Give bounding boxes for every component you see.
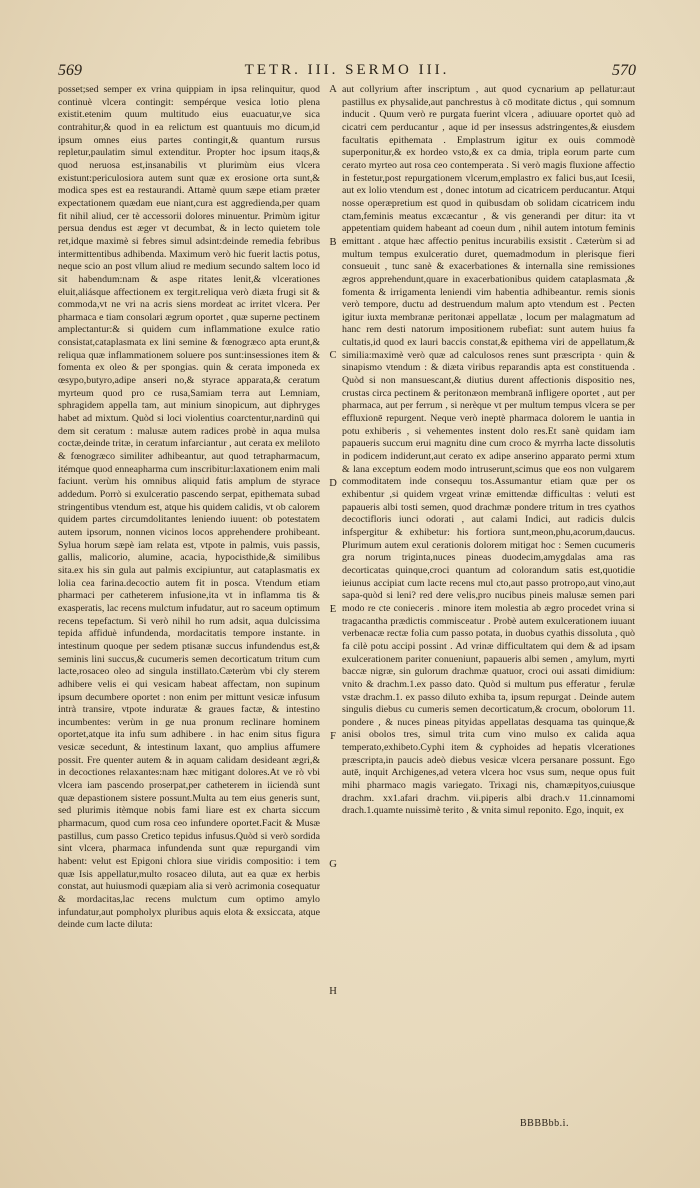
margin-letter-f: F (330, 731, 336, 742)
margin-letter-b: B (329, 237, 337, 248)
margin-letter-c: C (329, 350, 337, 361)
right-column-text: aut collyrium after inscriptum , aut quod cycnarium ap pellatur:aut pastillus ex physalide,aut panchrestus à cō moditate dictus , qui somnum inducit . Quum verò re purgata fuerint vlcera , adiuuare oportet quò ad cicatri cem perducantur , aque id per insessus adstringentes,& eiusdem facultatis epithemata . Emplastrum igitur ex ouis commodè superponitur,& ex hordeo vsto,& ex ca dmia, tripla eorum parte cum cerato myrteo aut rosa ceo contemperata . Si verò magis fluxione affectio in festetur,post repurgationem vlcerum,emplastro ex falici bus,aut Icesii, aut ex lolio vtendum est , donec intotum ad cicatricem perducantur. Atqui nosse operæpretium est quod in quibusdam ob solidam cicatricem indu ctam,feminis meatus excæcantur , & vis generandi per ditur: ita vt appetentiam quidem habeant ad coeun dum , nihil autem intotum feminis emittant . atque hæc affectio penitus incurabilis exsistit . Cæterùm si ad multum tempus exulceratio duret, quemadmodum in plerisque fieri consueuit , tunc sanè & exacerbationes & internalla sine remissiones ægros apprehendunt,quare in exacerbationibus quidem cataplasmata ,& fomenta & irrigamenta leniendi vim habentia adhibeantur. remis sionis verò tempore, ductu ad destruendum malum apto vtendum est . Pecten igitur iuxta membranæ peritonæi appellatæ , locum per malagmatum ad hanc rem desti natorum impositionem rubefiat: sunt autem huius fa cultatis,id quod ex lauri baccis constat,& epithema viri de appellatum,& similia:maximè verò quæ ad calculosos renes sunt præscripta · quin & sinapismo vtendum : & diæta viribus reparandis apta est constituenda . Quòd si non mansuescant,& diutius durent affectionis dispositio nes, crustas circa pectinem & peritonæon membranā infligere oportet , aut per pharmaca, aut per ferrum , si nerèque vt per multum tempus vlcera se per effluxionē repurgent. Neque verò ineptè pharmaca dolorem le uantia in potu exhiberis , si vehementes instent dolo res.Et sanè quidam iam papaueris succum erui magnitu dine cum croco & myrrha lacte dissolutis in podicem indiderunt,aut cerato ex adipe anserino apparato permi xtum & lana exceptum eodem modo intruserunt,scimus que eos non vulgarem commoditatem inde consequu tos.Assumantur etiam quæ per os exhibentur ,si quidem vrgeat vrinæ emittendæ difficultas : veluti est papaueris albi tosti semen, quod drachmæ pondere tritum in tres cyathos decoctifloris iunci odorati , aut calami Indici, aut radicis dulcis infspergitur & exhibetur: his fortiora sunt,meon,phu,acorum,daucus. Plurimum autem exul cerationis dolorem mitigat hoc : Semen cucumeris gra norum triginta,nuces pineas duodecim,amygdalas ama ras decorticatas quinque,croci quantum ad colorandum satis est,quotidie ieiunus accipiat cum lacte recens mul cto,aut passo protropo,aut vino,aut sapa-quòd si leni? red dere velis,pro nucibus pineis malusæ semen pari modo re cte conieceris . minore item molestia ab ægro procedet vrina si tragacantha prædictis commisceatur . Probè autem exulcerationem iuuant verbenacæ rectæ folia cum passo potata, in duobus cyathis dissoluta , quò fa cilè potu accipi possint . Ad vrinæ difficultatem qui dem & ad ipsam exulcerationem pariter conueniunt, papaueris albi semen , amylum, myrti baccæ nigræ, sin gulorum drachmæ quatuor, croci oui assati dimidium: vnito & drachm.1.ex passo dato. Quòd si multum pus efferatur , ferulæ vstæ drachm.1. ex passo diluto exhiba ta, ipsum repurgat . Deinde autem singulis diebus cu cumeris semen decorticatum,& crocum, obolorum 11. pondere , & nuces pineas pityidas appellatas desquama tas quinque,& anisi obolos tres, simul trita cum vino mulso ex calida aqua temperato,exhibeto.Cyphi item & cyphoides ad hepatis vlcerationes præscripta,in paucis adeò diebus vesicæ vlcera persanare possunt. Ego autē, inquit Archigenes,ad vetera vlcera hoc vsus sum, neque opus fuit mihi pharmaco magis variegato. Trixagi nis, chamæpityos,cuiusque drachm. xx1.afari drachm. vii.piperis albi drach.v 11.cinnamomi drach.1.quamte nuissimè terito , & vnita simul reponito. Ego, inquit, ex (342, 84, 635, 817)
margin-letter-d: D (329, 478, 337, 489)
running-title: TETR. III. SERMO III. (244, 62, 450, 78)
margin-section-letters (326, 84, 340, 1114)
printer-signature-mark: BBBBbb.i. (520, 1118, 569, 1129)
margin-letter-e: E (329, 604, 337, 615)
left-column-text: posset;sed semper ex vrina quippiam in ipsa relinquitur, quod continuè vlcera contingit: sempérque vesica lotio plena existit.etenim quum multitudo eius euacuatur,ve sica contrahitur,& quod in ea relictum est quantuuis mo dicum,id ipsum omnes eius partes contingit,& quantum rursus repletur,paulatim simul extenditur. Propter hoc ipsum itaqs,& quod neruosa est,insanabilis vt plurimùm eius vlcera existunt:periculosiora autem sunt quæ ex erosione orta sunt,& modica spes est ea restaurandi. Attamè quum sæpe etiam præter expectationem quædam eue niant,cura est aggredienda,per quam fit nihil aliud, cer tè accessorii dolores minuentur. Primùm igitur persua dendus est æger vt decumbat, & in lecto quietem tole ret,idque maximè si febres simul adsint:deinde remedia febribus intermittentibus adhibenda. Maximum verò hic fuerit lactis potus, neque scio an post vllum aliud re medium secundo saltem loco id sit habendum:nam & aspe ritates lenit,& vlcerationes eluit,aliásque affectionem ex tergit.reliqua verò diæta frugi sit & commoda,vt ne vri na acris siens mordeat ac irritet vlcera. Per pharmaca e tiam consolari ægrum oportet , quæ superne pectinem amplectantur:& si quidem cum inflammatione exulce ratio consistat,cataplasmata ex lini semine & fœnogræco apta erunt,& reliqua quæ inflammationem soluere pos sunt:insessiones item & fomenta ex oleo & per spongias. quin & cerata imponeda ex œsypo,butyro,adipe anseri no,& styrace apparata,& ceratum myrteum quod pro ce rusa,Samiam terra aut Lemniam, sphragidem appella tam, aut minium sinopicum, aut diphryges habet ad mixtum. Quòd si loci violentius coarctentur,nardinū qui dem sit ceratum : malusæ autem radices probè in aqua mulsa coctæ,deinde tritæ, in ceratum infarciantur , aut cerata ex meliloto & fœnogræco similiter adhibeantur, aut quod tetrapharmacum, itémque quod enneapharma cum inscribitur:laxationem enim mali faciunt. verùm his omnibus aliquid fatis amplum de styrace addedum. Porrò si exulceratio pascendo serpat, epithemata subad stringentibus vtendum est, atque his quidem calidis, vt ob calorem quidem partes circumdolitantes leniendo iuuent: ob potestatem autem ipsorum, nonnen vicinos locos apprehendere prohibeant. Sylua horum sæpè iam relata est, vtpote in palmis, vuis passis, gallis, malicorio, alumine, acacia, hypocisthide,& similibus sita.ex his sin gula aut palmis excipiuntur, aut cataplasmatis ex lolia cea farina.decoctio autem fit in posca. Vtendum etiam pharmaci per catheterem infusione,ita vt in inflamma tis & exasperatis, lac recens mulctum infudatur, aut ro saceum optimum recens tepefactum. Si verò nihil ho rum adsit, aqua dulcissima tepida affiduè infundenda, mordacitatis tempore instante. in intestinum quoque per sedem ptisanæ succus infundendus est,& seminis lini succus,& cucumeris semen decorticatum tritum cum lacte,rosaceo oleo ad singula instillato.Cæterùm vbi cly sterem adhibere velis ei qui vesicam habeat affectam, non supinum ipsum decumbere oportet : non enim per mittunt vesicæ infusum intrà transire, vtpote induratæ & graues factæ, & intestino incumbentes: verùm in ge nua pronum reclinare hominem oportet,atque ita infu sum adhibere . in hac enim situs figura vesicæ secedunt, & intestinum laxant, quo amplius affumere possit. Fre quenter autem & in aquam calidam desideant ægri,& in decoctiones relaxantes:nam hæc mitigant dolores.At ve rò vbi vlcera iam pascendo proserpat,per catheterem in iiciendà sunt quæ depastionem sistere possunt.Multa au tem eius generis sunt, sed plurimis itèmque nobis fami liare est ex charta siccum pharmacum, quod cum rosa ceo infundere oportet.Facit & Musæ pastillus, cum passo Cretico tepidus infusus.Quòd si verò sordida sint vlcera, pharmaca infundenda sunt quæ repurgandi vim habent: velut est Epigoni chlora siue viridis compositio: i tem quæ Isis appellatur,multo rosaceo diluta, aut ea quæ ex herbis constat, aut huiusmodi quæpiam alia si verò acrimonia cosequatur & mordacitas,lac recens mulctum cum optimo amylo infundatur,aut pompholyx pluribus aquis elota & exsiccata, atque deinde cum lacte diluta: (58, 84, 320, 931)
margin-letter-a: A (329, 84, 337, 95)
text-column-left (58, 84, 320, 1114)
page-number-right: 570 (612, 62, 636, 79)
margin-letter-g: G (329, 859, 337, 870)
page-number-left: 569 (58, 62, 82, 79)
margin-letter-h: H (329, 986, 337, 997)
text-column-right (342, 84, 635, 1114)
